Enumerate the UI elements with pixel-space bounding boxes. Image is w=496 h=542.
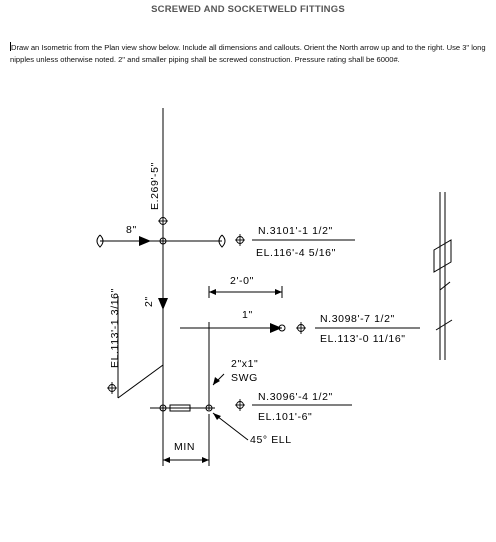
arrow-2ft-left xyxy=(209,289,216,295)
north-arrow-icon xyxy=(434,192,452,360)
arrow-min-right xyxy=(202,457,209,463)
north-coord-2: N.3098'-7 1/2" xyxy=(320,313,395,325)
elevation-3: EL.101'-6" xyxy=(258,411,313,423)
centerline-icon xyxy=(296,322,306,334)
arrow-2in xyxy=(158,298,168,310)
east-coordinate-label: E.269'-5" xyxy=(149,162,161,210)
centerline-icon xyxy=(235,234,245,246)
elevation-1: EL.116'-4 5/16" xyxy=(256,247,336,259)
arrow-2ft-right xyxy=(275,289,282,295)
centerline-icon xyxy=(158,215,168,227)
pipe-size-1in-label: 1" xyxy=(242,309,253,321)
north-coord-3: N.3096'-4 1/2" xyxy=(258,391,333,403)
min-dim-label: MIN xyxy=(174,441,196,453)
swg-label: SWG xyxy=(231,372,258,384)
arrow-min-left xyxy=(163,457,170,463)
centerline-icon xyxy=(235,399,245,411)
north-coord-1: N.3101'-1 1/2" xyxy=(258,225,333,237)
instructions-body: Draw an Isometric from the Plan view show below. Include all dimensions and callouts. Orient the North arrow up and to the right. Use 3" long nipples unless otherwise noted. 2" and smaller piping shall be screwed construction. Pressure rating shall be 6000#. xyxy=(10,43,486,65)
elevation-2: EL.113'-0 11/16" xyxy=(320,333,406,345)
swg-size-label: 2"x1" xyxy=(231,358,259,370)
arrow-8in xyxy=(139,236,151,246)
left-elevation-label: EL.113'-1 3/16" xyxy=(109,288,121,368)
pipe-size-8in-label: 8" xyxy=(126,224,137,236)
ell-diagonal-line xyxy=(118,365,163,398)
ell-label: 45° ELL xyxy=(250,434,292,446)
arrow-ell xyxy=(213,413,221,420)
pipe-size-2in-label: 2" xyxy=(143,296,155,307)
centerline-icon xyxy=(107,382,117,394)
arrow-1in xyxy=(270,323,282,333)
page-title: SCREWED AND SOCKETWELD FITTINGS xyxy=(151,4,345,15)
arrow-swg xyxy=(213,377,220,385)
dim-2ft-label: 2'-0" xyxy=(230,275,254,287)
